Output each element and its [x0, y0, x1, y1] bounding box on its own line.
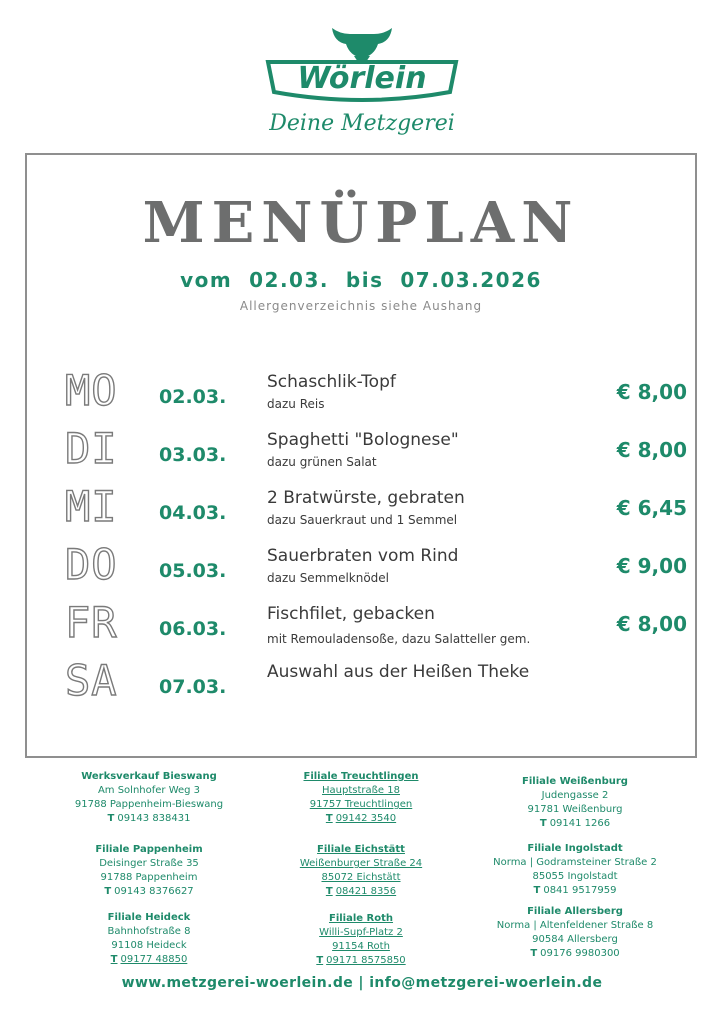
- dish-price: € 6,45: [616, 496, 687, 520]
- branch-bieswang: Werksverkauf Bieswang Am Solnhofer Weg 3 91788 Pappenheim-Bieswang T 09143 838431: [74, 771, 224, 824]
- menu-date: 04.03.: [159, 502, 227, 524]
- dish-price: € 8,00: [616, 438, 687, 462]
- day-label: FR: [65, 598, 118, 647]
- svg-text:Wörlein: Wörlein: [297, 61, 427, 96]
- branch-roth[interactable]: Filiale Roth Willi-Supf-Platz 2 91154 Roth T 09171 8575850: [316, 913, 406, 966]
- page-title: MENÜPLAN: [142, 190, 580, 256]
- menu-date: 06.03.: [159, 618, 227, 640]
- branch-heideck: Filiale Heideck Bahnhofstraße 8 91108 Heideck T 09177 48850: [107, 912, 191, 965]
- allergen-note: Allergenverzeichnis siehe Aushang: [239, 299, 483, 313]
- menu-row-fr: [27, 598, 695, 660]
- menu-date: 02.03.: [159, 386, 227, 408]
- branch-pappenheim: Filiale Pappenheim Deisinger Straße 35 91788 Pappenheim T 09143 8376627: [95, 844, 203, 897]
- menu-row-mi: [27, 482, 695, 544]
- dish-name: Fischfilet, gebacken: [267, 604, 435, 624]
- branch-list: [25, 770, 697, 970]
- bull-head-icon: [332, 28, 392, 62]
- menu-date: 07.03.: [159, 676, 227, 698]
- menu-date: 03.03.: [159, 444, 227, 466]
- dish-price: € 8,00: [616, 612, 687, 636]
- dish-side: dazu Semmelknödel: [267, 571, 390, 585]
- dish-name: Spaghetti "Bolognese": [267, 430, 459, 450]
- dish-price: € 8,00: [616, 380, 687, 404]
- brand-logo: [262, 22, 462, 147]
- menu-row-sa: [27, 656, 695, 718]
- dish-side: dazu Sauerkraut und 1 Semmel: [267, 513, 458, 527]
- menu-row-di: [27, 424, 695, 486]
- dish-side: mit Remouladensoße, dazu Salatteller gem.: [267, 632, 531, 646]
- dish-name: 2 Bratwürste, gebraten: [267, 488, 465, 508]
- menu-date: 05.03.: [159, 560, 227, 582]
- menu-row-mo: [27, 366, 695, 428]
- day-label: MI: [65, 482, 118, 531]
- branch-ingolstadt: Filiale Ingolstadt Norma | Godramsteiner Straße 2 85055 Ingolstadt T 0841 9517959: [493, 843, 657, 896]
- day-label: SA: [65, 656, 118, 705]
- date-range: vom 02.03. bis 07.03.2026: [180, 268, 542, 292]
- day-label: MO: [65, 366, 118, 415]
- dish-side: dazu Reis: [267, 397, 325, 411]
- menu-row-do: [27, 540, 695, 602]
- branch-weissenburg: Filiale Weißenburg Judengasse 2 91781 Weißenburg T 09141 1266: [522, 776, 628, 829]
- day-label: DO: [65, 540, 118, 589]
- dish-name: Auswahl aus der Heißen Theke: [267, 662, 530, 682]
- dish-price: € 9,00: [616, 554, 687, 578]
- day-label: DI: [65, 424, 118, 473]
- footer-contact-link[interactable]: www.metzgerei-woerlein.de | info@metzgerei-woerlein.de: [121, 975, 603, 991]
- menu-frame: [25, 153, 697, 758]
- branch-allersberg: Filiale Allersberg Norma | Altenfeldener Straße 8 90584 Allersberg T 09176 9980300: [496, 906, 654, 959]
- dish-side: dazu grünen Salat: [267, 455, 377, 469]
- branch-treuchtlingen[interactable]: Filiale Treuchtlingen Hauptstraße 18 91757 Treuchtlingen T 09142 3540: [303, 771, 419, 824]
- dish-name: Sauerbraten vom Rind: [267, 546, 459, 566]
- svg-text:Deine Metzgerei: Deine Metzgerei: [269, 111, 455, 136]
- dish-name: Schaschlik-Topf: [267, 372, 396, 392]
- branch-eichstaett[interactable]: Filiale Eichstätt Weißenburger Straße 24 85072 Eichstätt T 08421 8356: [299, 844, 423, 897]
